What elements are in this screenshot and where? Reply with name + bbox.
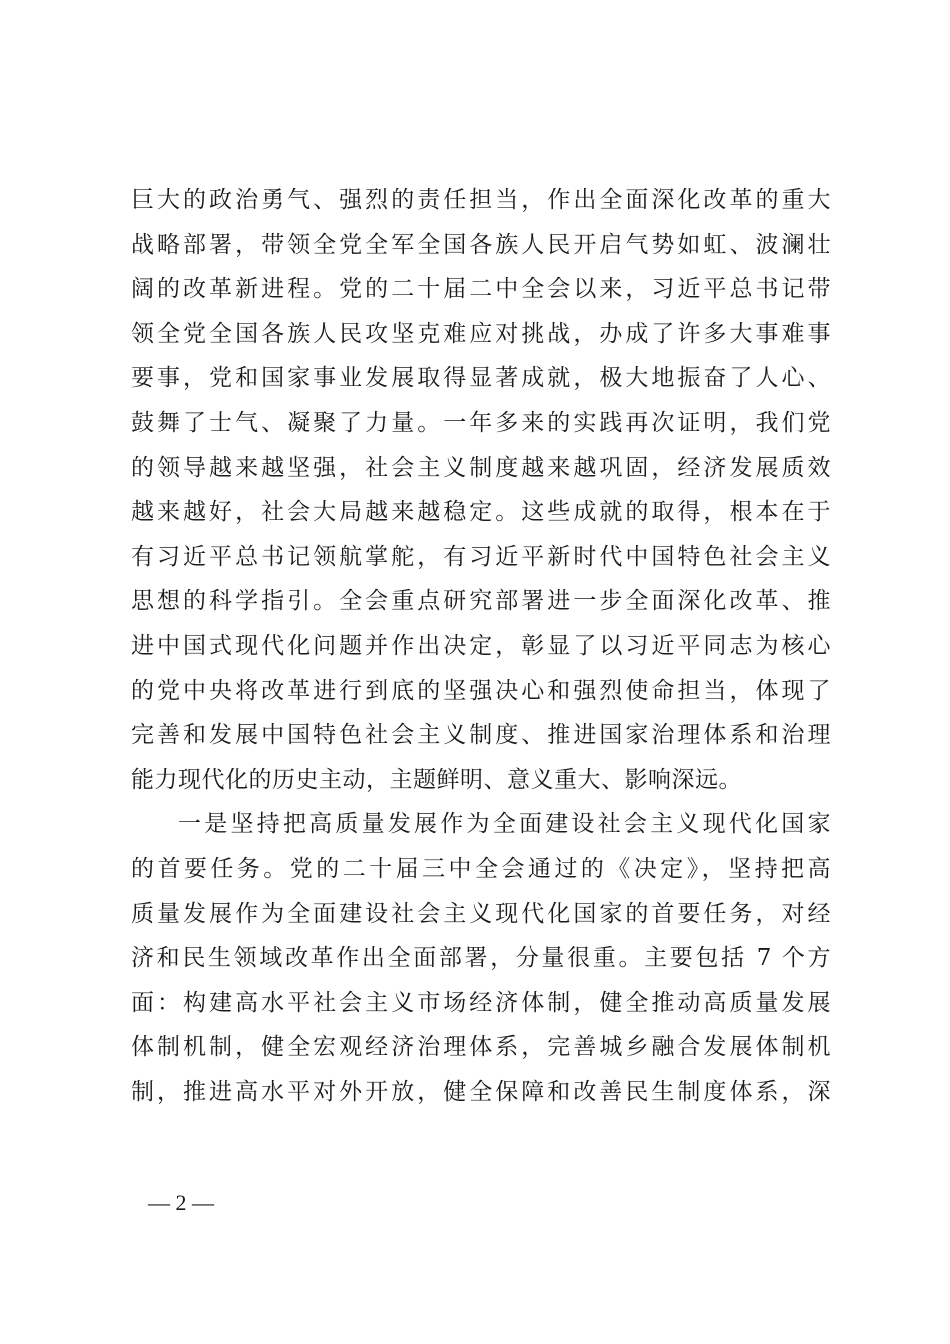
paragraph-2-line: 体制机制，健全宏观经济治理体系，完善城乡融合发展体制机 xyxy=(131,1034,831,1061)
paragraph-1-line: 进中国式现代化问题并作出决定，彰显了以习近平同志为核心 xyxy=(131,632,831,659)
paragraph-2-line: 的首要任务。党的二十届三中全会通过的《决定》，坚持把高 xyxy=(131,855,831,882)
paragraph-1-last-line: 能力现代化的历史主动，主题鲜明、意义重大、影响深远。 xyxy=(131,766,742,793)
paragraph-1-line: 鼓舞了士气、凝聚了力量。一年多来的实践再次证明，我们党 xyxy=(131,409,831,436)
paragraph-1-line: 的领导越来越坚强，社会主义制度越来越巩固，经济发展质效 xyxy=(131,454,831,481)
paragraph-2-line: 济和民生领域改革作出全面部署，分量很重。主要包括 7 个方 xyxy=(131,945,831,972)
paragraph-1-line: 思想的科学指引。全会重点研究部署进一步全面深化改革、推 xyxy=(131,588,831,615)
page-number: — 2 — xyxy=(148,1190,214,1215)
paragraph-1-line: 领全党全国各族人民攻坚克难应对挑战，办成了许多大事难事 xyxy=(131,320,831,347)
paragraph-1-line: 完善和发展中国特色社会主义制度、推进国家治理体系和治理 xyxy=(131,722,831,749)
paragraph-2-line: 制，推进高水平对外开放，健全保障和改善民生制度体系，深 xyxy=(131,1078,831,1105)
paragraph-1-line: 要事，党和国家事业发展取得显著成就，极大地振奋了人心、 xyxy=(131,365,831,392)
paragraph-1-line: 巨大的政治勇气、强烈的责任担当，作出全面深化改革的重大 xyxy=(131,187,831,213)
paragraph-2-first-line: 一是坚持把高质量发展作为全面建设社会主义现代化国家 xyxy=(178,811,831,838)
paragraph-2-line: 面：构建高水平社会主义市场经济体制，健全推动高质量发展 xyxy=(131,989,831,1016)
paragraph-1-line: 越来越好，社会大局越来越稳定。这些成就的取得，根本在于 xyxy=(131,499,831,526)
body-text xyxy=(131,178,831,1114)
paragraph-2-line: 质量发展作为全面建设社会主义现代化国家的首要任务，对经 xyxy=(131,900,831,927)
paragraph-1-line: 的党中央将改革进行到底的坚强决心和强烈使命担当，体现了 xyxy=(131,677,831,704)
paragraph-1-line: 战略部署，带领全党全军全国各族人民开启气势如虹、波澜壮 xyxy=(131,231,831,258)
paragraph-1-line: 阔的改革新进程。党的二十届二中全会以来，习近平总书记带 xyxy=(131,276,831,303)
paragraph-1-line: 有习近平总书记领航掌舵，有习近平新时代中国特色社会主义 xyxy=(131,543,831,570)
